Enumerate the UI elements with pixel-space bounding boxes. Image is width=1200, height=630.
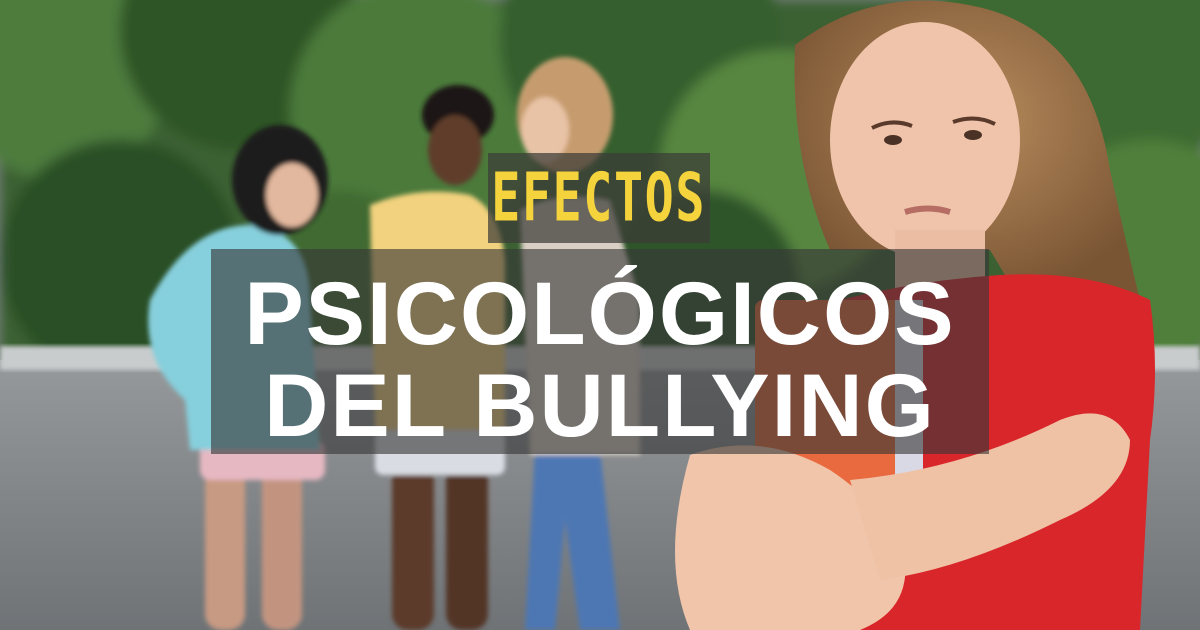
title-line-2: DEL BULLYING bbox=[264, 355, 936, 455]
subtitle-banner bbox=[488, 153, 710, 243]
title-banner bbox=[211, 249, 989, 454]
subtitle-text: EFECTOS bbox=[491, 158, 707, 237]
title-line-1: PSICOLÓGICOS bbox=[244, 263, 956, 363]
